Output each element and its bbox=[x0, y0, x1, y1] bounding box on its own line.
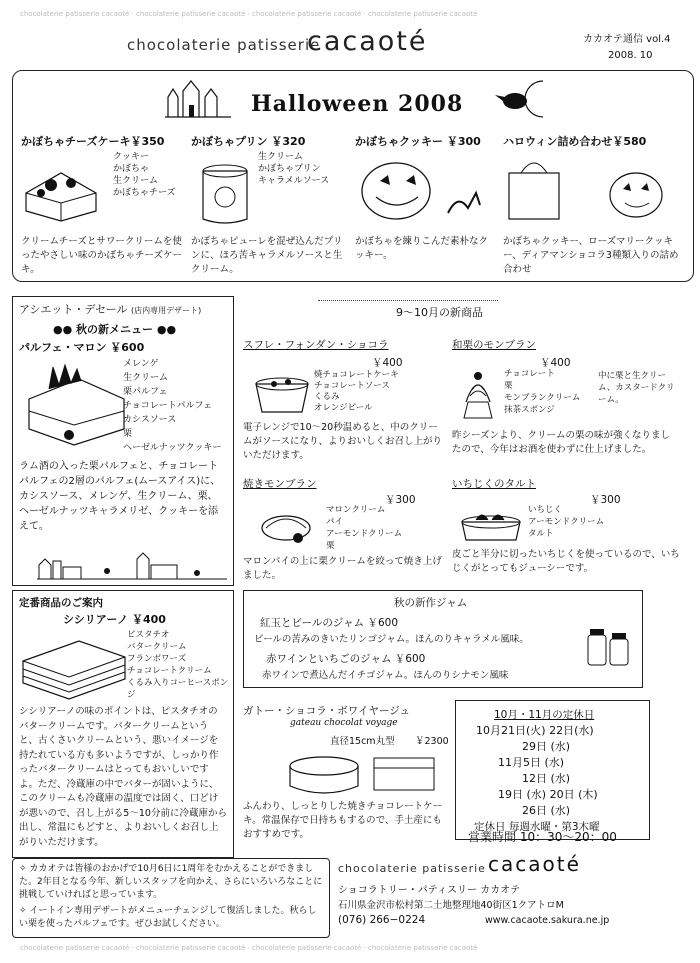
new-items-title: 9〜10月の新商品 bbox=[392, 304, 487, 320]
note: フランボワーズ bbox=[127, 654, 187, 664]
note: チョコレートパルフェ bbox=[123, 401, 213, 411]
parfait-illustration bbox=[19, 359, 129, 453]
holiday-line: 11月5日 (水) bbox=[498, 756, 565, 769]
fig-tart-name: いちじくのタルト bbox=[452, 478, 536, 490]
holidays-title: 10月・11月の定休日 bbox=[494, 709, 595, 721]
note: アーモンドクリーム bbox=[326, 529, 403, 539]
gateau-desc: ふんわり、しっとりした焼きチョコレートケーキ。常温保存で日持ちもするので、手土産にもおすすめです。 bbox=[243, 801, 443, 840]
regular-holiday-label: 定休日 bbox=[474, 821, 506, 833]
souffle-price: ￥400 bbox=[372, 357, 403, 369]
assiette-header-label: アシエット・デセール bbox=[19, 303, 128, 316]
note: 焼チョコレートケーキ bbox=[314, 370, 399, 380]
note: チョコレートクリーム bbox=[127, 666, 212, 676]
fig-tart-notes bbox=[528, 504, 604, 540]
siciliano-desc: シシリアーノの味のポイントは、ピスタチオのバタークリームです。バタークリームというと、古くさいクリームという、悪いイメージを持たれている方も多いようですが、しっかり作ったバタークリームはとってもおいしいですよ。ただ、冷蔵庫の中でバターが固いように、このクリームも冷蔵庫の温度では固く、口どけが悪いので、召し上がる5〜10分前に冷蔵庫から出し、常温にもどすと、よりおいしくお召し上がりいただけます。 bbox=[19, 706, 227, 848]
montblanc-name: 和栗のモンブラン bbox=[452, 339, 536, 351]
siciliano-name: シシリアーノ ￥400 bbox=[63, 613, 166, 626]
note: 栗パルフェ bbox=[123, 387, 168, 397]
holiday-line: 10月21日(火) 22日(水) bbox=[476, 724, 594, 737]
brand-small: chocolaterie patisserie bbox=[127, 36, 321, 54]
pumpkin-cheesecake-illustration bbox=[21, 153, 101, 227]
gateau-subtitle: gateau chocolat voyage bbox=[290, 718, 398, 728]
regular-holiday-value: 毎週水曜・第3木曜 bbox=[508, 821, 600, 833]
note: オレンジピール bbox=[314, 403, 373, 413]
gift-bag-illustration bbox=[501, 153, 681, 227]
note: 生クリーム bbox=[258, 152, 304, 162]
chestnut-icon: ●● bbox=[53, 323, 77, 336]
halloween-item-4-name: ハロウィン詰め合わせ￥580 bbox=[503, 135, 647, 148]
montblanc-notes bbox=[504, 368, 580, 416]
gateau-illustration bbox=[284, 748, 444, 802]
halloween-item-1-notes bbox=[113, 151, 176, 199]
holiday-line: 29日 (水) bbox=[522, 740, 571, 753]
assiette-menu-title-text: 秋の新メニュー bbox=[76, 323, 154, 336]
note: かぼちゃチーズ bbox=[113, 188, 176, 198]
shop-brand-small: chocolaterie patisserie bbox=[338, 862, 486, 875]
montblanc-price: ￥400 bbox=[540, 357, 571, 369]
note: 栗 bbox=[123, 429, 133, 439]
halloween-item-4-desc: かぼちゃクッキー、ローズマリークッキー、ディアマンショコラ3種類入りの詰め合わせ bbox=[503, 236, 679, 275]
fig-tart-desc: 皮ごと半分に切ったいちじくを使っているので、いちじくがとってもジューシーです。 bbox=[452, 549, 680, 574]
jam-1-name: 紅玉とビールのジャム ￥600 bbox=[260, 617, 399, 629]
notice-section bbox=[12, 858, 330, 938]
moon-icon bbox=[493, 77, 573, 125]
castle-icon bbox=[163, 79, 233, 123]
halloween-item-2-notes bbox=[258, 151, 329, 187]
holiday-line: 12日 (水) bbox=[522, 772, 571, 785]
chestnut-icon: ●● bbox=[153, 323, 177, 336]
montblanc-illustration bbox=[458, 368, 498, 426]
standard-header: 定番商品のご案内 bbox=[19, 597, 103, 609]
sparkle-icon: ✧ bbox=[19, 906, 30, 916]
shop-address: 石川県金沢市松村第二土地整理地40街区1クアトロM bbox=[338, 900, 564, 911]
note: ピスタチオ bbox=[127, 630, 170, 640]
halloween-item-3-name: かぼちゃクッキー ￥300 bbox=[355, 135, 481, 148]
note: くるみ入りコーヒースポンジ bbox=[127, 678, 229, 700]
brand-logo: cacaoté bbox=[307, 26, 428, 57]
note: マロンクリーム bbox=[326, 505, 386, 515]
jam-1-desc: ビールの苦みのきいたリンゴジャム。ほんのりキャラメル風味。 bbox=[254, 634, 529, 645]
note: メレンゲ bbox=[123, 359, 159, 369]
shop-url[interactable]: www.cacaote.sakura.ne.jp bbox=[485, 915, 610, 926]
halloween-section bbox=[12, 70, 694, 282]
note: 抹茶スポンジ bbox=[504, 405, 555, 415]
note: チョコレートソース bbox=[314, 381, 390, 391]
jam-jars-illustration bbox=[584, 621, 634, 675]
note: かぼちゃプリン bbox=[258, 164, 321, 174]
montblanc-desc: 昨シーズンより、クリームの栗の味が強くなりましたので、今年はお酒を使わずに仕上げました。 bbox=[452, 430, 671, 455]
halloween-title: Halloween 2008 bbox=[251, 91, 464, 117]
note: いちじく bbox=[528, 505, 563, 515]
shop-tel: (076) 266−0224 bbox=[338, 914, 426, 926]
souffle-illustration bbox=[252, 372, 312, 420]
holiday-line: 19日 (水) 20日 (木) bbox=[498, 788, 598, 801]
business-hours-label: 営業時間 bbox=[468, 830, 517, 844]
halloween-item-1-desc: クリームチーズとサワークリームを使ったやさしい味のかぼちゃチーズケーキ。 bbox=[21, 236, 183, 275]
halloween-item-2-desc: かぼちゃピューレを混ぜ込んだプリンに、ほろ苦キャラメルソースと生クリーム。 bbox=[191, 236, 343, 275]
souffle-desc: 電子レンジで10〜20秒温めると、中のクリームがソースになり、よりおいしくお召し上がりいただけます。 bbox=[243, 422, 443, 461]
halloween-item-1-name: かぼちゃチーズケーキ￥350 bbox=[21, 135, 165, 148]
assiette-header bbox=[19, 301, 201, 317]
note: カシスソース bbox=[123, 415, 177, 425]
jam-2-desc: 赤ワインで煮込んだイチゴジャム。ほんのりシナモン風味 bbox=[262, 670, 509, 681]
standard-section bbox=[12, 590, 234, 858]
notice-2-text: イートイン専用デザートがメニューチェンジして復活しました。秋らしい栗を使ったパルフェです。ぜひお試しください。 bbox=[19, 906, 317, 929]
halloween-item-3-desc: かぼちゃを練りこんだ素朴なクッキー。 bbox=[355, 236, 489, 261]
assiette-menu-title bbox=[53, 321, 176, 337]
note: モンブランクリーム bbox=[504, 393, 581, 403]
notice-1 bbox=[19, 863, 325, 902]
notice-1-text: カカオテは皆様のおかげで10月6日に1周年をむかえることができました。2年目となる今年、新しいスタッフを向かえ、さらにいろいろなことに挑戦していければと思っています。 bbox=[19, 864, 323, 900]
note: 生クリーム bbox=[113, 176, 159, 186]
parfait-name: パルフェ・マロン ￥600 bbox=[19, 341, 145, 354]
note: パイ bbox=[326, 517, 344, 527]
note: キャラメルソース bbox=[258, 176, 330, 186]
business-hours-value: 10：30〜20：00 bbox=[519, 830, 617, 844]
shop-brand-logo: cacaoté bbox=[488, 852, 581, 876]
fig-tart-illustration bbox=[456, 508, 526, 548]
note: かぼちゃ bbox=[113, 164, 150, 174]
holiday-line: 26日 (水) bbox=[522, 804, 571, 817]
siciliano-notes bbox=[127, 629, 233, 701]
yaki-montblanc-price: ￥300 bbox=[385, 494, 416, 506]
note: タルト bbox=[528, 529, 554, 539]
top-watermark-strip: chocolaterie patisserie cacaoté · chocolaterie patisserie cacaoté · chocolaterie patisserie cacaoté · chocolaterie patisserie cacaoté bbox=[20, 10, 478, 18]
parfait-notes bbox=[123, 357, 222, 455]
gateau-size: 直径15cm丸型 bbox=[330, 736, 395, 747]
note: 栗 bbox=[504, 381, 513, 391]
jack-o-lantern-cookie-illustration bbox=[358, 153, 488, 227]
jam-title: 秋の新作ジャム bbox=[394, 597, 468, 609]
note: バタークリーム bbox=[127, 642, 187, 652]
issue-date: 2008. 10 bbox=[608, 50, 653, 61]
yaki-montblanc-name: 焼きモンブラン bbox=[243, 478, 317, 490]
note: チョコレート bbox=[504, 369, 555, 379]
parfait-desc: ラム酒の入った栗パルフェと、チョコレートパルフェの2層のパルフェ(ムースアイス)に、カシスソース、メレンゲ、生クリーム、栗、ヘーゼルナッツキャラメリゼ、クッキーを添えて。 bbox=[19, 461, 221, 532]
issue-number: カカオテ通信 vol.4 bbox=[583, 34, 671, 45]
shop-name-kana: ショコラトリー・パティスリー カカオテ bbox=[338, 885, 521, 896]
assiette-section bbox=[12, 296, 234, 586]
note: 栗 bbox=[326, 541, 335, 551]
business-hours bbox=[468, 828, 617, 845]
montblanc-side-note: 中に栗と生クリーム、カスタードクリーム。 bbox=[598, 371, 675, 405]
yaki-montblanc-notes bbox=[326, 504, 402, 552]
sparkle-icon: ✧ bbox=[19, 864, 30, 874]
holidays-section bbox=[455, 700, 650, 840]
note: ヘーゼルナッツクッキー bbox=[123, 443, 222, 453]
holidays-list bbox=[476, 723, 598, 819]
assiette-header-note: (店内専用デザート) bbox=[130, 306, 202, 315]
souffle-name: スフレ・フォンダン・ショコラ bbox=[243, 339, 389, 351]
jam-section bbox=[243, 590, 643, 688]
note: アーモンドクリーム bbox=[528, 517, 605, 527]
souffle-notes bbox=[314, 370, 399, 414]
gateau-name: ガトー・ショコラ・ボワイヤージュ bbox=[243, 705, 411, 717]
halloween-item-2-name: かぼちゃプリン ￥320 bbox=[191, 135, 306, 148]
town-illustration bbox=[37, 551, 227, 585]
fig-tart-price: ￥300 bbox=[590, 494, 621, 506]
yaki-montblanc-illustration bbox=[256, 506, 326, 554]
jam-2-name: 赤ワインといちごのジャム ￥600 bbox=[266, 653, 426, 665]
note: クッキー bbox=[113, 152, 150, 162]
gateau-price: ￥2300 bbox=[415, 736, 449, 747]
yaki-montblanc-desc: マロンパイの上に栗クリームを絞って焼き上げました。 bbox=[243, 556, 442, 581]
bottom-watermark-strip: chocolaterie patisserie cacaoté · chocolaterie patisserie cacaoté · chocolaterie patisserie cacaoté · chocolaterie patisserie cacaoté bbox=[20, 944, 478, 952]
siciliano-illustration bbox=[19, 631, 129, 705]
notice-2 bbox=[19, 905, 325, 931]
note: くるみ bbox=[314, 392, 340, 402]
pudding-jar-illustration bbox=[195, 157, 255, 231]
note: 生クリーム bbox=[123, 373, 169, 383]
